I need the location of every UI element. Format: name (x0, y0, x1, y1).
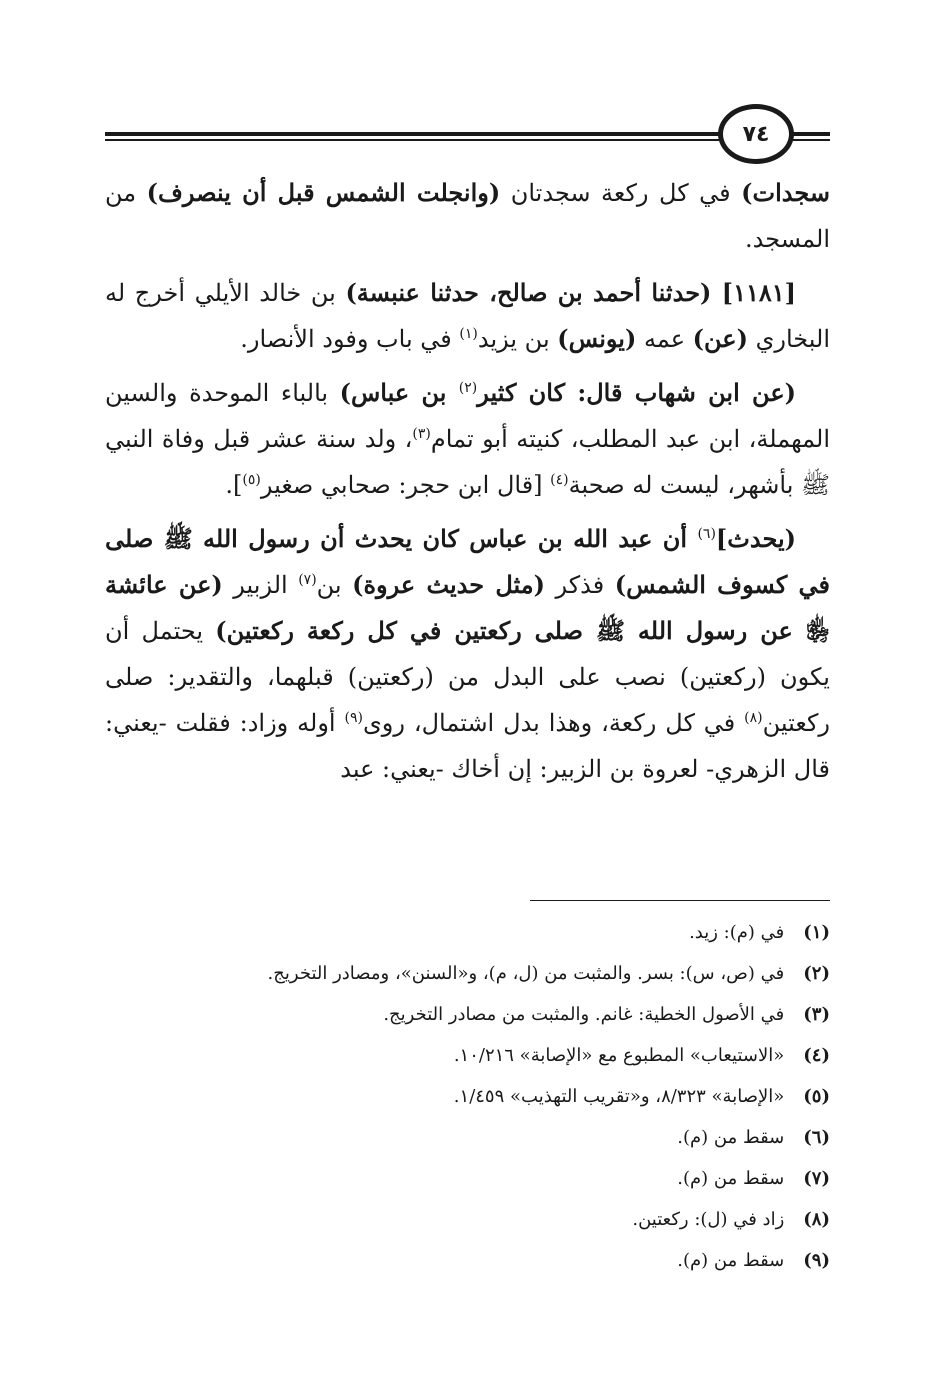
text-run: [قال ابن حجر: صحابي صغير (260, 471, 551, 499)
text-run: بن (316, 571, 353, 599)
footnote-ref[interactable]: (٦) (697, 526, 716, 542)
text-run: (عن عائشة ﵂ عن رسول الله ﷺ صلى ركعتين في كل ركعة ركعتين) (105, 570, 830, 645)
footnote-ref[interactable]: (٨) (744, 710, 763, 726)
footnote-text: «الاستيعاب» المطبوع مع «الإصابة» ١٠/٢١٦. (453, 1045, 785, 1066)
footnote-number: (٧) (803, 1168, 830, 1189)
footnote-ref[interactable]: (١) (459, 326, 478, 342)
text-run: أن عبد الله بن عباس كان يحدث أن رسول الله ﷺ صلى في كسوف الشمس) (105, 524, 831, 599)
footnote-item (105, 953, 830, 994)
footnote-text: سقط من (م). (677, 1250, 785, 1271)
paragraph-yuhaddith (105, 516, 830, 792)
footnote-ref[interactable]: (٢) (458, 380, 478, 396)
footnote-text: في الأصول الخطية: غانم. والمثبت من مصادر التخريج. (383, 1004, 785, 1025)
footnote-number: (١) (803, 922, 830, 943)
paragraph-continuation (105, 170, 830, 262)
footnote-text: «الإصابة» ٨/٣٢٣، و«تقريب التهذيب» ١/٤٥٩. (453, 1086, 785, 1107)
text-run: سجدات) (741, 178, 830, 207)
paragraph-hadith-1181 (105, 270, 830, 362)
footnote-ref[interactable]: (٤) (550, 472, 569, 488)
footnote-ref[interactable]: (٩) (344, 710, 363, 726)
main-text (105, 170, 830, 800)
text-run: (عن ابن شهاب قال: كان كثير (477, 378, 796, 407)
footnote-number: (٢) (803, 963, 830, 984)
text-run: فذكر (544, 571, 615, 599)
footnote-item (105, 1076, 830, 1117)
text-run: بن يزيد (477, 325, 558, 353)
text-run: في باب وفود الأنصار. (240, 325, 460, 353)
footnote-ref[interactable]: (٥) (242, 472, 261, 488)
text-run: (مثل حديث عروة) (352, 570, 545, 599)
text-run: (يونس) (557, 324, 637, 353)
footnote-item (105, 1117, 830, 1158)
text-run: [١١٨١] (حدثنا أحمد بن صالح، حدثنا عنبسة) (345, 278, 796, 307)
footnotes-list (105, 912, 830, 1281)
footnote-item (105, 994, 830, 1035)
text-run: (عن) (692, 324, 748, 353)
footnote-item (105, 1035, 830, 1076)
text-run: ]. (225, 471, 243, 499)
footnote-number: (٦) (803, 1127, 830, 1148)
text-run: بالباء الموحدة والسين المهملة، ابن عبد المطلب، كنيته أبو تمام (105, 379, 830, 453)
text-run: من المسجد. (105, 179, 830, 253)
text-run: أوله وزاد: فقلت -يعني: قال الزهري- لعروة بن الزبير: إن أخاك -يعني: عبد (105, 709, 830, 783)
footnote-item (105, 1158, 830, 1199)
footnote-ref[interactable]: (٣) (412, 426, 431, 442)
text-run: (وانجلت الشمس قبل أن ينصرف) (146, 178, 501, 207)
paragraph-ibn-shihab (105, 370, 830, 508)
footnote-ref[interactable]: (٧) (298, 572, 317, 588)
footnote-text: زاد في (ل): ركعتين. (632, 1209, 785, 1230)
footnote-number: (٩) (803, 1250, 830, 1271)
footnote-number: (٤) (803, 1045, 830, 1066)
text-run: يحتمل أن يكون (ركعتين) نصب على البدل من (ركعتين) قبلهما، والتقدير: صلى ركعتين (105, 617, 830, 737)
text-run: عمه (636, 325, 693, 353)
footnote-number: (٣) (803, 1004, 830, 1025)
footnote-separator (530, 900, 830, 901)
footnote-item (105, 912, 830, 953)
text-run: بن عباس) (339, 378, 459, 407)
footnote-number: (٨) (803, 1209, 830, 1230)
footnote-item (105, 1240, 830, 1281)
footnote-item (105, 1199, 830, 1240)
page-number-badge: ٧٤ (718, 104, 794, 164)
footnote-text: سقط من (م). (677, 1127, 785, 1148)
footnote-text: في (ص، س): بسر. والمثبت من (ل، م)، و«السنن»، ومصادر التخريج. (267, 963, 785, 984)
text-run: بن خالد الأيلي أخرج له البخاري (105, 279, 830, 353)
text-run: في كل ركعة سجدتان (500, 179, 742, 207)
text-run: في كل ركعة، وهذا بدل اشتمال، روى (362, 709, 745, 737)
text-run: الزبير (222, 571, 299, 599)
footnote-number: (٥) (803, 1086, 830, 1107)
footnote-text: في (م): زيد. (689, 922, 785, 943)
text-run: (يحدث] (715, 524, 796, 553)
text-run: ، ولد سنة عشر قبل وفاة النبي ﷺ بأشهر، ليست له صحبة (105, 425, 830, 499)
footnote-text: سقط من (م). (677, 1168, 785, 1189)
